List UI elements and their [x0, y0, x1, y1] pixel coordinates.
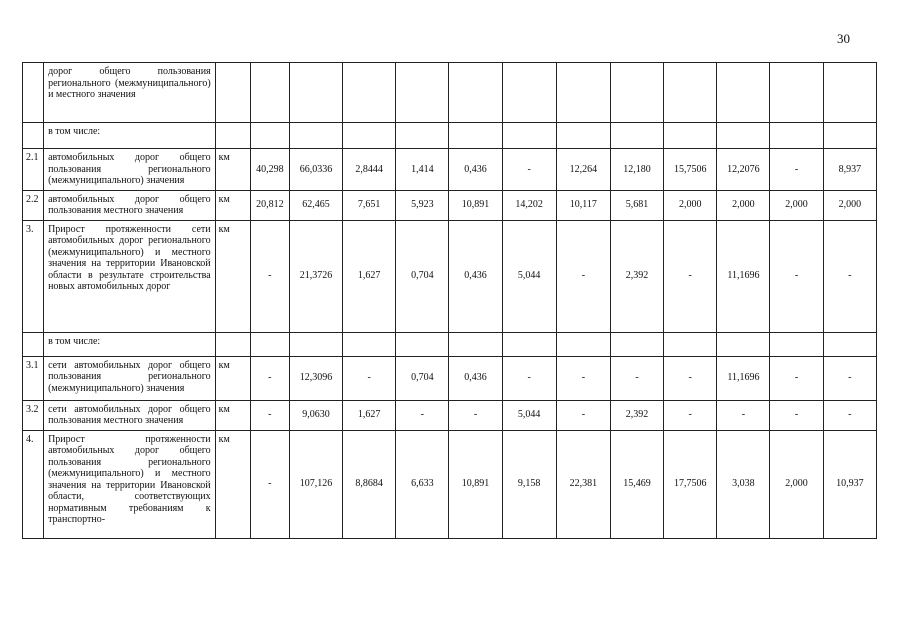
value-cell: -: [250, 356, 289, 400]
value-cell: -: [502, 149, 556, 191]
row-index-cell: 2.1: [23, 149, 44, 191]
value-cell: 10,891: [449, 430, 502, 538]
unit-cell: км: [215, 149, 250, 191]
value-cell: [610, 123, 663, 149]
row-name-cell: Прирост протяженности сети автомобильных дорог регионального (межмуниципального) и местного значения на территории Ивановской области в результате строительства новых автомобильных дорог: [44, 220, 216, 332]
value-cell: 5,044: [502, 220, 556, 332]
row-index-cell: [23, 332, 44, 356]
value-cell: [289, 63, 342, 123]
value-cell: 12,180: [610, 149, 663, 191]
value-cell: -: [610, 356, 663, 400]
unit-cell: [215, 123, 250, 149]
value-cell: [289, 123, 342, 149]
value-cell: 10,117: [556, 190, 610, 220]
value-cell: 40,298: [250, 149, 289, 191]
value-cell: 15,7506: [664, 149, 717, 191]
value-cell: [823, 63, 876, 123]
unit-cell: км: [215, 190, 250, 220]
value-cell: 62,465: [289, 190, 342, 220]
row-index-cell: [23, 63, 44, 123]
table-row: [23, 332, 877, 356]
value-cell: -: [770, 400, 823, 430]
table-row: [23, 220, 877, 332]
row-name-cell: сети автомобильных дорог общего пользования местного значения: [44, 400, 216, 430]
table-row: [23, 190, 877, 220]
value-cell: 3,038: [717, 430, 770, 538]
row-index-cell: 3.2: [23, 400, 44, 430]
value-cell: [343, 63, 396, 123]
value-cell: 12,264: [556, 149, 610, 191]
value-cell: 7,651: [343, 190, 396, 220]
row-name-cell: Прирост протяженности автомобильных дорог общего пользования регионального (межмуниципального) и местного значения на территории Ивановской области, соответствующих нормативным требованиям к транспортно-: [44, 430, 216, 538]
table-row: [23, 63, 877, 123]
unit-cell: [215, 63, 250, 123]
value-cell: 66,0336: [289, 149, 342, 191]
value-cell: 8,937: [823, 149, 876, 191]
value-cell: 10,891: [449, 190, 502, 220]
unit-cell: км: [215, 356, 250, 400]
unit-cell: км: [215, 220, 250, 332]
value-cell: 6,633: [396, 430, 449, 538]
table-row: [23, 430, 877, 538]
value-cell: 5,044: [502, 400, 556, 430]
value-cell: [502, 123, 556, 149]
value-cell: [449, 332, 502, 356]
value-cell: 2,000: [823, 190, 876, 220]
value-cell: 2,000: [664, 190, 717, 220]
value-cell: 2,392: [610, 220, 663, 332]
value-cell: -: [664, 400, 717, 430]
value-cell: 1,627: [343, 400, 396, 430]
value-cell: [556, 63, 610, 123]
row-index-cell: 4.: [23, 430, 44, 538]
value-cell: -: [770, 356, 823, 400]
value-cell: 14,202: [502, 190, 556, 220]
value-cell: 107,126: [289, 430, 342, 538]
value-cell: [823, 123, 876, 149]
value-cell: 1,627: [343, 220, 396, 332]
value-cell: -: [770, 220, 823, 332]
value-cell: 11,1696: [717, 220, 770, 332]
value-cell: [502, 332, 556, 356]
value-cell: [250, 63, 289, 123]
value-cell: 2,392: [610, 400, 663, 430]
row-index-cell: 3.1: [23, 356, 44, 400]
row-name-cell: в том числе:: [44, 332, 216, 356]
unit-cell: км: [215, 400, 250, 430]
value-cell: -: [717, 400, 770, 430]
value-cell: 0,436: [449, 149, 502, 191]
row-name-cell: в том числе:: [44, 123, 216, 149]
value-cell: [717, 63, 770, 123]
row-index-cell: [23, 123, 44, 149]
value-cell: -: [502, 356, 556, 400]
value-cell: 8,8684: [343, 430, 396, 538]
value-cell: 22,381: [556, 430, 610, 538]
value-cell: [556, 123, 610, 149]
value-cell: 0,436: [449, 220, 502, 332]
value-cell: -: [396, 400, 449, 430]
value-cell: [396, 332, 449, 356]
value-cell: -: [823, 356, 876, 400]
row-name-cell: автомобильных дорог общего пользования местного значения: [44, 190, 216, 220]
row-name-cell: дорог общего пользования регионального (межмуниципального) и местного значения: [44, 63, 216, 123]
value-cell: 12,3096: [289, 356, 342, 400]
value-cell: -: [556, 356, 610, 400]
value-cell: [502, 63, 556, 123]
value-cell: 17,7506: [664, 430, 717, 538]
value-cell: 20,812: [250, 190, 289, 220]
value-cell: [610, 63, 663, 123]
value-cell: [664, 332, 717, 356]
value-cell: -: [449, 400, 502, 430]
row-index-cell: 3.: [23, 220, 44, 332]
value-cell: 11,1696: [717, 356, 770, 400]
value-cell: [770, 123, 823, 149]
value-cell: 0,436: [449, 356, 502, 400]
value-cell: [449, 63, 502, 123]
value-cell: -: [556, 400, 610, 430]
value-cell: 2,000: [770, 430, 823, 538]
row-name-cell: автомобильных дорог общего пользования регионального (межмуниципального) значения: [44, 149, 216, 191]
value-cell: -: [770, 149, 823, 191]
value-cell: [770, 332, 823, 356]
indicators-table: [22, 62, 877, 539]
value-cell: [556, 332, 610, 356]
row-index-cell: 2.2: [23, 190, 44, 220]
value-cell: -: [250, 220, 289, 332]
value-cell: 1,414: [396, 149, 449, 191]
value-cell: -: [556, 220, 610, 332]
value-cell: 0,704: [396, 356, 449, 400]
value-cell: [823, 332, 876, 356]
value-cell: 2,000: [770, 190, 823, 220]
row-name-cell: сети автомобильных дорог общего пользования регионального (межмуниципального) значения: [44, 356, 216, 400]
value-cell: [250, 332, 289, 356]
value-cell: 5,923: [396, 190, 449, 220]
table-row: [23, 149, 877, 191]
value-cell: -: [823, 400, 876, 430]
table-row: [23, 400, 877, 430]
value-cell: -: [250, 430, 289, 538]
table-row: [23, 356, 877, 400]
value-cell: 2,000: [717, 190, 770, 220]
value-cell: 12,2076: [717, 149, 770, 191]
value-cell: -: [664, 356, 717, 400]
value-cell: 21,3726: [289, 220, 342, 332]
value-cell: 9,158: [502, 430, 556, 538]
value-cell: [396, 123, 449, 149]
value-cell: 5,681: [610, 190, 663, 220]
value-cell: -: [343, 356, 396, 400]
value-cell: [396, 63, 449, 123]
value-cell: -: [664, 220, 717, 332]
value-cell: [610, 332, 663, 356]
table-row: [23, 123, 877, 149]
value-cell: [289, 332, 342, 356]
value-cell: 9,0630: [289, 400, 342, 430]
value-cell: [717, 332, 770, 356]
value-cell: [664, 63, 717, 123]
value-cell: [717, 123, 770, 149]
unit-cell: км: [215, 430, 250, 538]
value-cell: -: [250, 400, 289, 430]
unit-cell: [215, 332, 250, 356]
value-cell: 10,937: [823, 430, 876, 538]
value-cell: [664, 123, 717, 149]
value-cell: [449, 123, 502, 149]
value-cell: [343, 332, 396, 356]
value-cell: [250, 123, 289, 149]
value-cell: [770, 63, 823, 123]
value-cell: 2,8444: [343, 149, 396, 191]
value-cell: -: [823, 220, 876, 332]
value-cell: 0,704: [396, 220, 449, 332]
value-cell: [343, 123, 396, 149]
page-number: 30: [837, 31, 850, 46]
value-cell: 15,469: [610, 430, 663, 538]
